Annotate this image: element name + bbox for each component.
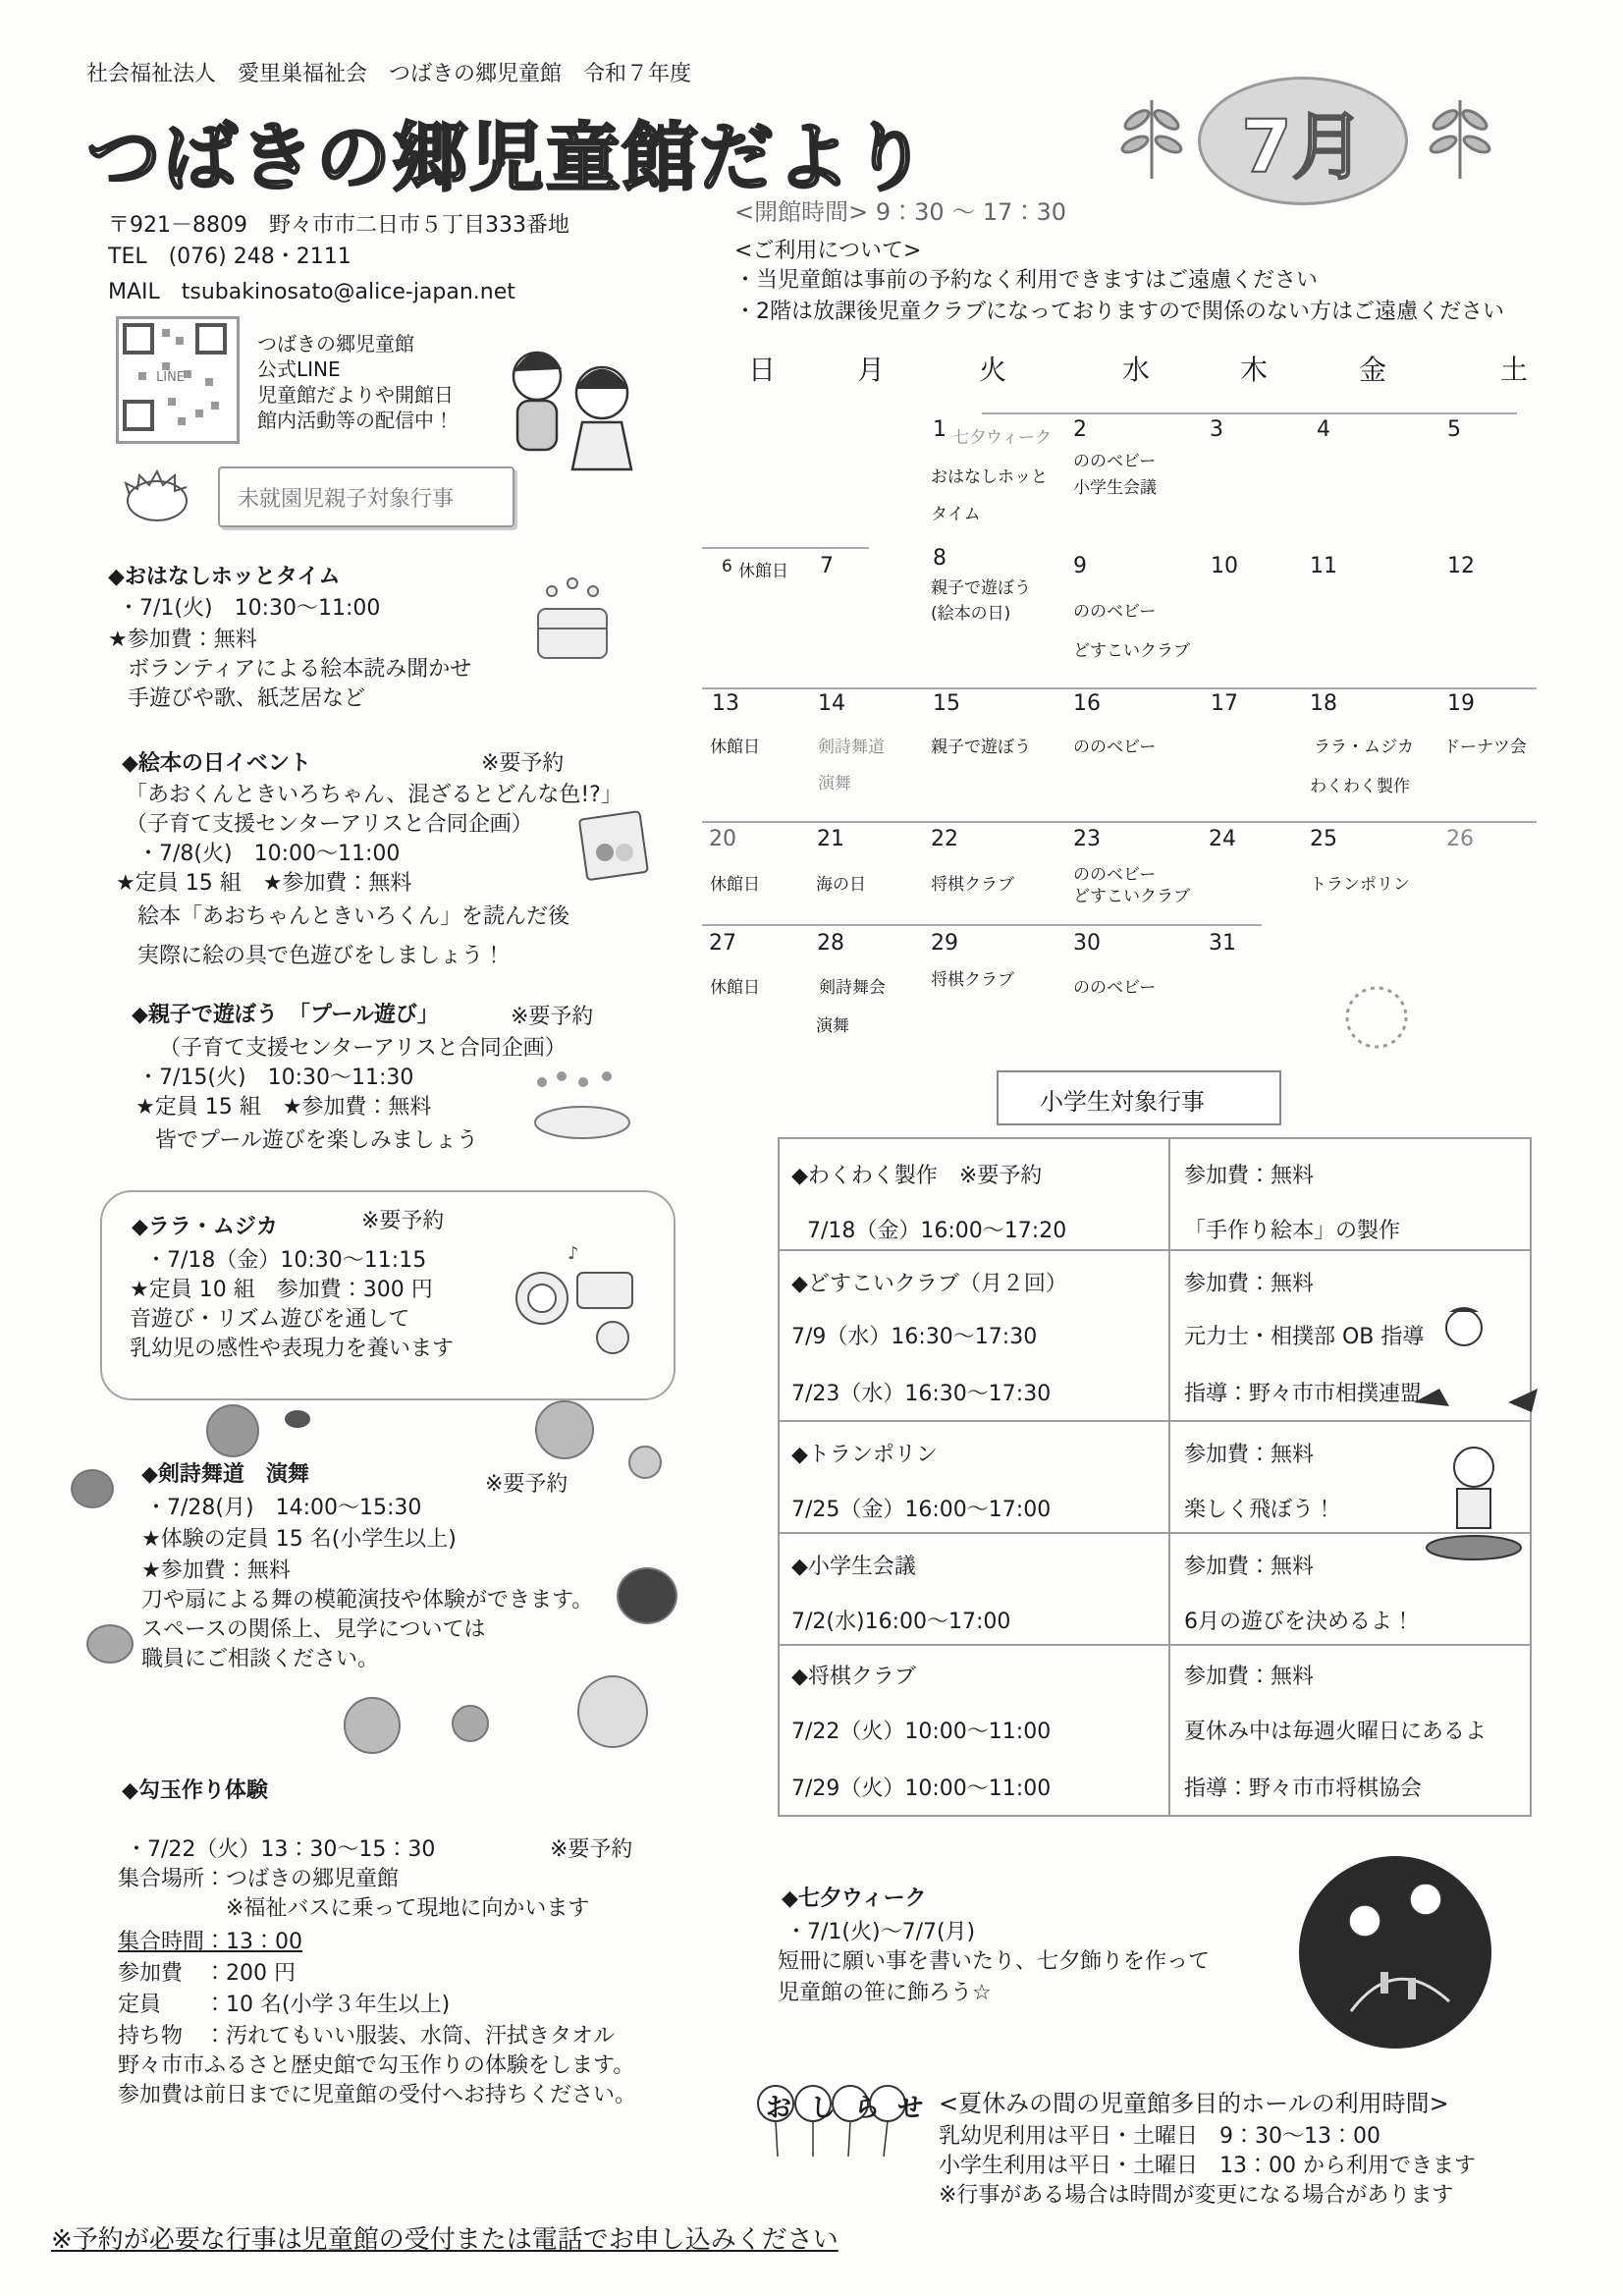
elem-event-time: 7/25（金）16:00～17:00 [791, 1498, 1052, 1522]
event-title-kenshi: ◆剣詩舞道 演舞 [141, 1462, 309, 1487]
calendar-event: 将棋クラブ [931, 970, 1014, 990]
elementary-section-label-box [997, 1070, 1281, 1125]
table-row [779, 1138, 1531, 1250]
qr-caption: LINE [156, 370, 186, 385]
event-title-ehon: ◆絵本の日イベント [122, 751, 311, 776]
calendar-day: 26 [1446, 827, 1474, 851]
event-detail: ・7/18（金）10:30～11:15 [145, 1248, 427, 1273]
event-detail: 短冊に願い事を書いたり、七夕飾りを作って [778, 1949, 1211, 1974]
calendar-day: 2 [1073, 417, 1087, 442]
table-row [779, 1645, 1531, 1816]
elem-event-note: 6月の遊びを決めるよ！ [1184, 1610, 1414, 1634]
event-detail: （子育て支援センターアリスと合同企画） [126, 812, 533, 837]
event-title-tanabata: ◆七夕ウィーク [782, 1886, 927, 1911]
reservation-note: ※要予約 [481, 751, 565, 776]
sumo-wrestler-icon [1430, 1302, 1498, 1371]
calendar-event: 休館日 [710, 978, 760, 998]
calendar-event: ドーナツ会 [1443, 738, 1527, 757]
calendar-day: 12 [1447, 554, 1475, 578]
calendar-divider [702, 687, 1537, 689]
elem-event-time: 7/18（金）16:00～17:20 [807, 1219, 1067, 1243]
calendar-divider [702, 547, 869, 549]
reservation-note: ※要予約 [511, 1005, 594, 1029]
elem-event-fee: 参加費：無料 [1184, 1164, 1315, 1188]
music-animals-icon [495, 1230, 652, 1367]
calendar-event: 海の日 [816, 875, 866, 895]
elem-event-time: 7/22（火）10:00～11:00 [791, 1720, 1052, 1744]
event-detail: 集合時間：13：00 [118, 1930, 302, 1954]
calendar-event: ののベビー [1073, 978, 1157, 998]
event-detail: 児童館の笹に飾ろう☆ [778, 1981, 992, 2005]
event-detail: 刀や扇による舞の模範演技や体験ができます。 [141, 1588, 594, 1613]
calendar-event: 剣詩舞会 [819, 978, 886, 998]
elem-event-note: 指導：野々市市将棋協会 [1184, 1777, 1423, 1801]
calendar-day: 25 [1310, 827, 1337, 851]
leaf-decoration-left-icon [1098, 81, 1206, 189]
calendar-day: 14 [818, 691, 845, 716]
pool-play-icon [528, 1068, 636, 1147]
elem-event-note: 指導：野々市市相撲連盟 [1184, 1382, 1423, 1406]
calendar-event: ののベビー [1073, 602, 1157, 622]
calendar-day: 13 [712, 691, 739, 716]
elem-event-fee: 参加費：無料 [1184, 1665, 1315, 1689]
notice-line: 乳幼児利用は平日・土曜日 9：30～13：00 [939, 2124, 1380, 2149]
event-detail: ★参加費：無料 [141, 1558, 291, 1583]
calendar-day: 15 [933, 691, 960, 716]
line-info-3: 児童館だよりや開館日 [257, 383, 454, 407]
decoration-dot [617, 1567, 677, 1624]
calendar-event: 演舞 [816, 1016, 849, 1036]
event-detail: 持ち物 ：汚れてもいい服装、水筒、汗拭きタオル [118, 2024, 616, 2049]
usage-line-1: ・当児童館は事前の予約なく利用できますはご遠慮ください [734, 268, 1319, 293]
event-detail: 手遊びや歌、紙芝居など [128, 686, 366, 711]
trampoline-child-icon [1420, 1442, 1528, 1569]
decoration-dot [577, 1675, 648, 1748]
reservation-note: ※要予約 [550, 1837, 633, 1862]
calendar-divider [702, 821, 1537, 823]
calendar-event: (絵本の日) [931, 604, 1011, 624]
event-detail: ・7/15(火) 10:30～11:30 [137, 1066, 414, 1090]
event-detail: （子育て支援センターアリスと合同企画） [159, 1036, 567, 1061]
notice-badge: おしらせ [766, 2094, 943, 2123]
elem-event-title: ◆どすこいクラブ（月２回） [791, 1272, 1067, 1296]
calendar-event: 休館日 [710, 875, 760, 895]
calendar-event: 親子で遊ぼう [931, 738, 1031, 757]
calendar-event: 小学生会議 [1073, 478, 1157, 498]
calendar-event: 親子で遊ぼう [931, 578, 1031, 598]
calendar-event: ののベビー [1073, 738, 1157, 757]
elem-event-title: ◆小学生会議 [791, 1555, 916, 1579]
calendar-day: 28 [817, 931, 844, 956]
hedgehog-icon [118, 462, 196, 530]
calendar-divider [982, 412, 1517, 414]
calendar-event: どすこいクラブ [1073, 887, 1190, 906]
calendar-event: タイム [931, 505, 981, 524]
elem-event-note: 楽しく飛ぼう！ [1184, 1498, 1336, 1522]
calendar-day: 17 [1211, 691, 1238, 716]
event-title-lala: ◆ララ・ムジカ [132, 1215, 278, 1239]
calendar-day: 19 [1447, 691, 1475, 716]
event-detail: 「あおくんときいろちゃん、混ざるとどんな色!?」 [126, 783, 622, 807]
calendar-day: 6 [722, 557, 732, 576]
calendar-event: 休館日 [738, 562, 788, 581]
calendar-day: 5 [1447, 417, 1461, 442]
calendar-divider [702, 924, 1262, 926]
elem-event-fee: 参加費：無料 [1184, 1272, 1315, 1296]
elem-event-note: 元力士・相撲部 OB 指導 [1184, 1325, 1425, 1349]
table-row [779, 1533, 1531, 1645]
telephone: TEL (076) 248・2111 [108, 245, 352, 269]
elem-event-time: 7/2(水)16:00～17:00 [791, 1610, 1011, 1634]
calendar-day: 31 [1209, 931, 1236, 956]
weekday-sat: 土 [1500, 354, 1529, 386]
reservation-note: ※要予約 [485, 1472, 568, 1497]
event-detail: 音遊び・リズム遊びを通して [130, 1307, 410, 1332]
postal-address: 〒921－8809 野々市市二日市５丁目333番地 [108, 213, 569, 238]
calendar-day: 21 [817, 827, 844, 851]
event-detail: ・7/28(月) 14:00～15:30 [145, 1496, 422, 1520]
event-detail: 集合場所：つばきの郷児童館 [118, 1867, 400, 1891]
decoration-dot [86, 1624, 134, 1664]
decoration-dot [535, 1400, 594, 1459]
weekday-fri: 金 [1359, 354, 1387, 386]
calendar-event: 演舞 [818, 774, 851, 793]
notice-title: <夏休みの間の児童館多目的ホールの利用時間> [939, 2090, 1449, 2117]
event-title-magatama: ◆勾玉作り体験 [122, 1778, 268, 1803]
calendar-day: 22 [931, 827, 958, 851]
decoration-dot [628, 1446, 662, 1479]
leaf-decoration-right-icon [1406, 81, 1514, 189]
line-info-2: 公式LINE [257, 357, 341, 381]
event-title-pool: ◆親子で遊ぼう 「プール遊び」 [132, 1003, 439, 1027]
org-line: 社会福祉法人 愛里巣福祉会 つばきの郷児童館 令和７年度 [86, 62, 692, 86]
calendar-event: おはなしホッと [931, 467, 1048, 487]
email-address: MAIL tsubakinosato@alice-japan.net [108, 280, 515, 304]
month-badge: 7月 [1198, 77, 1408, 205]
event-detail: ※福祉バスに乗って現地に向かいます [118, 1896, 590, 1921]
elem-event-title: ◆将棋クラブ [791, 1665, 916, 1689]
calendar-event: 七夕ウィーク [952, 428, 1052, 448]
event-title-ohanashi: ◆おはなしホッとタイム [108, 565, 341, 589]
preschool-section-label-box [218, 466, 514, 527]
calendar-day: 27 [709, 931, 736, 956]
event-detail: ★体験の定員 15 名(小学生以上) [141, 1527, 457, 1552]
calendar-event: どすこいクラブ [1073, 641, 1190, 661]
calendar-day: 10 [1211, 554, 1238, 578]
tanabata-night-sky-icon [1292, 1854, 1498, 2050]
calendar-day: 29 [931, 931, 958, 956]
storytelling-stage-icon [518, 570, 626, 678]
calendar-event: ララ・ムジカ [1314, 738, 1414, 757]
calendar-day: 23 [1073, 827, 1101, 851]
event-detail: 絵本「あおちゃんときいろくん」を読んだ後 [137, 904, 570, 929]
decoration-dot [285, 1410, 310, 1428]
line-qr-code[interactable] [116, 316, 240, 444]
event-detail: 参加費は前日までに児童館の受付へお持ちください。 [118, 2083, 637, 2107]
elementary-section-label: 小学生対象行事 [1040, 1088, 1205, 1116]
event-detail: 参加費 ：200 円 [118, 1961, 296, 1986]
notice-line: 小学生利用は平日・土曜日 13：00 から利用できます [939, 2154, 1476, 2178]
opening-hours: <開館時間> 9：30 ～ 17：30 [734, 198, 1066, 226]
picture-book-icon [575, 807, 656, 886]
notice-line: ※行事がある場合は時間が変更になる場合があります [939, 2183, 1454, 2208]
calendar-day: 9 [1073, 554, 1087, 578]
line-info-4: 館内活動等の配信中！ [257, 409, 454, 432]
calendar-event: ののベビー [1073, 865, 1157, 885]
event-detail: ボランティアによる絵本読み聞かせ [128, 657, 472, 682]
event-detail: 皆でプール遊びを楽しみましょう [155, 1128, 478, 1153]
weekday-wed: 水 [1122, 354, 1151, 386]
event-detail: ・7/1(火)～7/7(月) [785, 1920, 976, 1944]
event-detail: ★参加費：無料 [108, 628, 257, 652]
event-detail: ★定員 15 組 ★参加費：無料 [135, 1095, 432, 1120]
line-info-1: つばきの郷児童館 [257, 332, 414, 355]
calendar-day: 11 [1310, 554, 1337, 578]
firework-icon [1337, 978, 1416, 1057]
calendar-day: 30 [1073, 931, 1101, 956]
elem-event-title: ◆トランポリン [791, 1443, 938, 1467]
sumo-hands-icon [1410, 1373, 1547, 1422]
preschool-section-label: 未就園児親子対象行事 [238, 487, 455, 512]
event-detail: ★定員 10 組 参加費：300 円 [130, 1278, 433, 1302]
calendar-day: 1 [933, 417, 947, 442]
event-detail: ・7/22（火）13：30～15：30 [126, 1837, 436, 1862]
calendar-day: 16 [1073, 691, 1101, 716]
calendar-day: 24 [1209, 827, 1236, 851]
decoration-dot [71, 1469, 114, 1508]
event-detail: ★定員 15 組 ★参加費：無料 [116, 871, 412, 896]
weekday-sun: 日 [748, 354, 777, 386]
decoration-dot [344, 1697, 401, 1754]
event-detail: 実際に絵の具で色遊びをしましょう！ [137, 944, 506, 968]
weekday-thu: 木 [1240, 354, 1269, 386]
calendar-event: わくわく製作 [1310, 777, 1410, 796]
event-detail: ・7/1(火) 10:30～11:00 [118, 596, 381, 621]
elem-event-time: 7/23（水）16:30～17:30 [791, 1382, 1052, 1406]
calendar-day: 8 [933, 546, 947, 571]
usage-title: <ご利用について> [734, 239, 922, 263]
event-detail: 定員 ：10 名(小学３年生以上) [118, 1993, 451, 2017]
event-detail: スペースの関係上、見学については [141, 1617, 486, 1642]
decoration-dot [206, 1404, 259, 1457]
event-detail: ・7/8(火) 10:00～11:00 [137, 842, 401, 866]
calendar-day: 18 [1310, 691, 1337, 716]
calendar-event: 将棋クラブ [931, 875, 1014, 895]
newsletter-title: つばきの郷児童館だより [86, 114, 929, 201]
weekday-mon: 月 [857, 354, 886, 386]
usage-line-2: ・2階は放課後児童クラブになっておりますので関係のない方はご遠慮ください [734, 300, 1504, 324]
elem-event-note: 夏休み中は毎週火曜日にあるよ [1184, 1720, 1488, 1744]
calendar-event: 休館日 [710, 738, 760, 757]
elem-event-note: 「手作り絵本」の製作 [1184, 1219, 1401, 1243]
event-detail: 野々市市ふるさと歴史館で勾玉作りの体験をします。 [118, 2053, 635, 2078]
calendar-day: 20 [709, 827, 736, 851]
elem-event-time: 7/29（火）10:00～11:00 [791, 1777, 1052, 1801]
calendar-day: 3 [1210, 417, 1223, 442]
calendar-day: 4 [1317, 417, 1330, 442]
elem-event-time: 7/9（水）16:30～17:30 [791, 1325, 1038, 1349]
table-row [779, 1421, 1531, 1533]
event-detail: 職員にご相談ください。 [141, 1647, 380, 1671]
elem-event-fee: 参加費：無料 [1184, 1443, 1315, 1467]
calendar-event: ののベビー [1073, 452, 1157, 471]
footer-reservation-note: ※予約が必要な行事は児童館の受付または電話でお申し込みください [51, 2225, 839, 2255]
calendar-event: トランポリン [1310, 875, 1410, 895]
elem-event-fee: 参加費：無料 [1184, 1555, 1315, 1579]
elementary-events-table [778, 1137, 1532, 1817]
calendar-event: 剣詩舞道 [818, 738, 885, 757]
children-illustration-icon [496, 332, 643, 479]
svg-text:♪: ♪ [568, 1243, 579, 1264]
reservation-note: ※要予約 [361, 1209, 445, 1233]
event-detail: 乳幼児の感性や表現力を養います [130, 1337, 455, 1361]
weekday-tue: 火 [979, 354, 1007, 386]
elem-event-title: ◆わくわく製作 ※要予約 [791, 1164, 1043, 1188]
calendar-day: 7 [820, 554, 834, 578]
decoration-dot [452, 1705, 489, 1742]
